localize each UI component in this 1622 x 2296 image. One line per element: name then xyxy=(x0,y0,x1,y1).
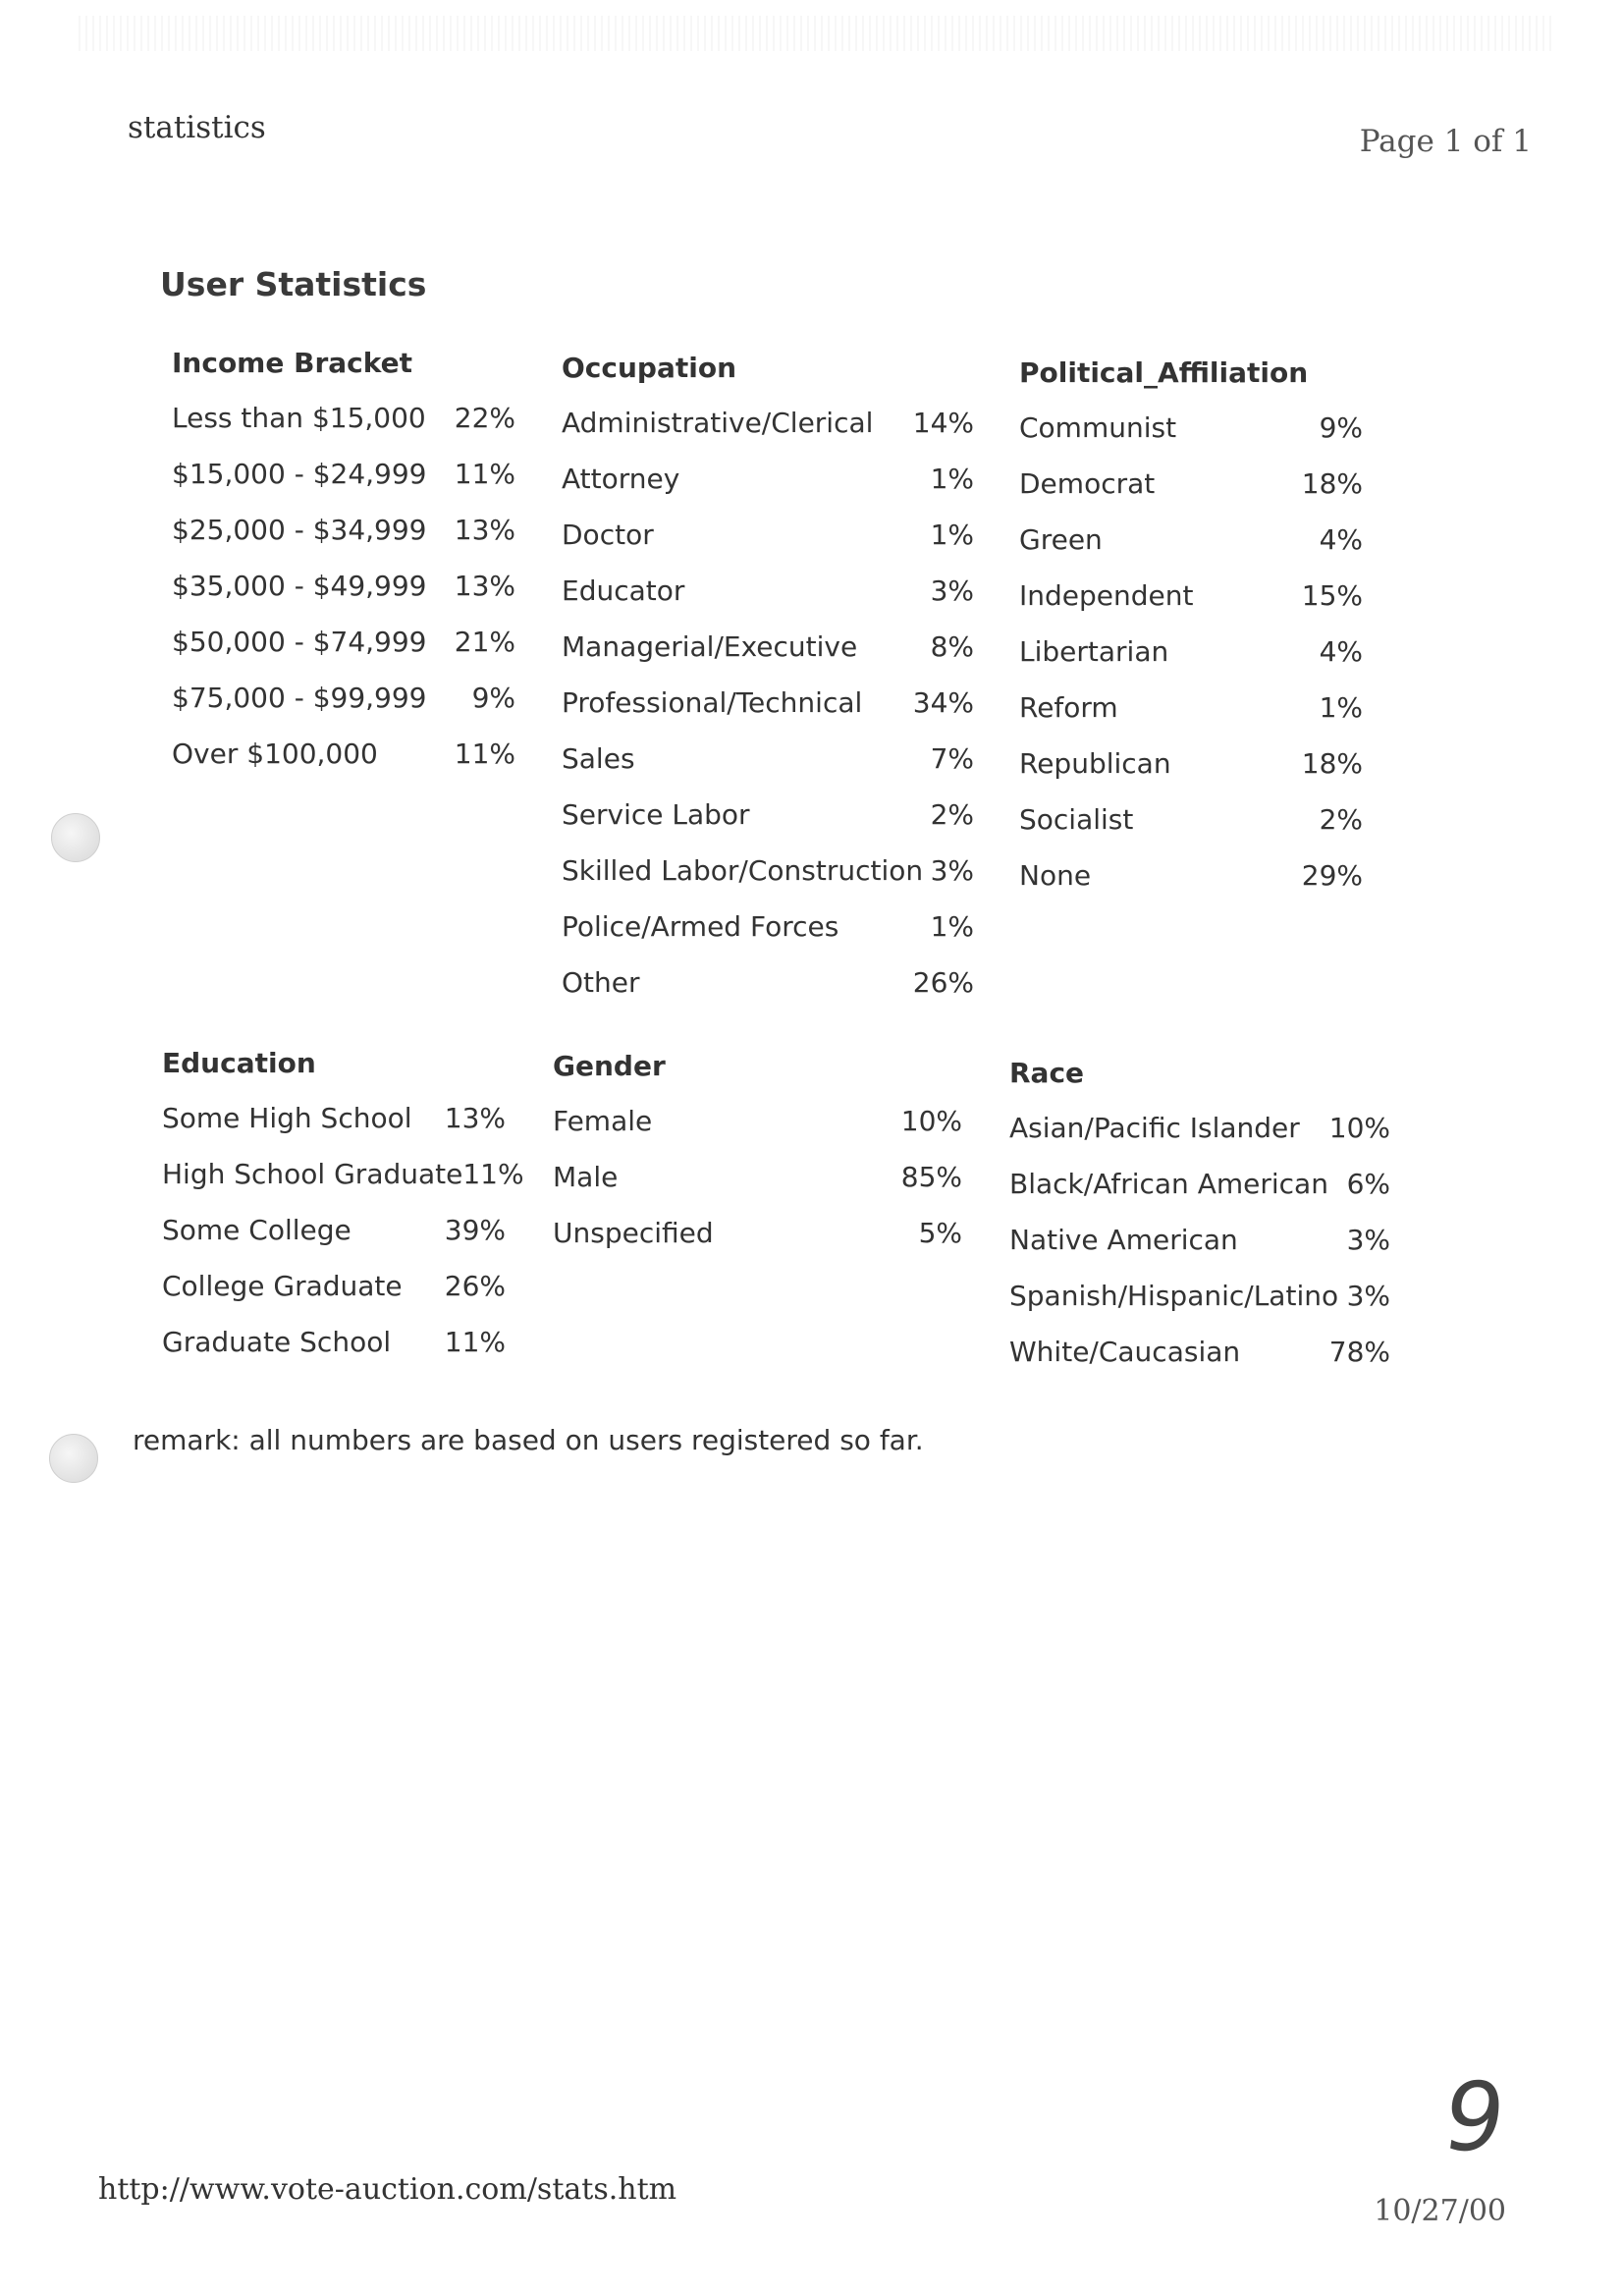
stat-percent: 11% xyxy=(454,738,515,770)
stat-label: Reform xyxy=(1019,691,1118,724)
stat-row xyxy=(562,795,974,851)
footer-url: http://www.vote-auction.com/stats.htm xyxy=(98,2172,677,2207)
stat-row xyxy=(162,1211,506,1267)
stat-percent: 4% xyxy=(1319,523,1363,556)
stat-row xyxy=(562,628,974,683)
stat-label: Educator xyxy=(562,574,685,607)
section-title: Political_Affiliation xyxy=(1019,356,1309,389)
stat-row xyxy=(162,1323,506,1379)
punch-hole xyxy=(49,1434,98,1483)
stat-row xyxy=(1019,465,1363,520)
stat-percent: 26% xyxy=(912,966,974,999)
stat-row xyxy=(553,1214,962,1270)
stat-percent: 29% xyxy=(1301,859,1363,892)
section-title: Education xyxy=(162,1047,316,1079)
header-title: statistics xyxy=(128,110,266,145)
stat-percent: 9% xyxy=(1319,411,1363,444)
stat-percent: 7% xyxy=(930,742,974,775)
stat-label: Some High School xyxy=(162,1102,412,1134)
stat-percent: 1% xyxy=(930,910,974,943)
stat-label: Other xyxy=(562,966,640,999)
rows xyxy=(1019,409,1363,912)
scan-noise xyxy=(79,16,1551,51)
stat-percent: 22% xyxy=(454,402,515,434)
political-affiliation-section xyxy=(1019,354,1363,912)
stat-percent: 34% xyxy=(912,686,974,719)
stat-percent: 1% xyxy=(930,463,974,495)
stat-percent: 18% xyxy=(1301,467,1363,500)
stat-label: None xyxy=(1019,859,1092,892)
stat-row xyxy=(1019,856,1363,912)
stat-row xyxy=(562,404,974,460)
stat-label: Spanish/Hispanic/Latino xyxy=(1009,1280,1339,1312)
stat-label: Black/African American xyxy=(1009,1168,1328,1200)
stat-label: Skilled Labor/Construction xyxy=(562,854,924,887)
stat-label: Sales xyxy=(562,742,635,775)
stat-row xyxy=(1009,1165,1390,1221)
stat-row xyxy=(172,567,515,623)
stat-percent: 13% xyxy=(454,514,515,546)
rows xyxy=(172,399,515,791)
page-title: User Statistics xyxy=(160,265,427,303)
stat-percent: 18% xyxy=(1301,747,1363,780)
stat-label: Less than $15,000 xyxy=(172,402,426,434)
stat-row xyxy=(1019,409,1363,465)
stat-label: Asian/Pacific Islander xyxy=(1009,1112,1300,1144)
education-section xyxy=(162,1044,524,1379)
stat-label: Communist xyxy=(1019,411,1177,444)
stat-label: Male xyxy=(553,1161,619,1193)
income-bracket-section xyxy=(172,344,515,791)
stat-percent: 10% xyxy=(1328,1112,1390,1144)
stat-row xyxy=(1019,744,1363,800)
stat-label: College Graduate xyxy=(162,1270,403,1302)
stat-label: Some College xyxy=(162,1214,351,1246)
stat-percent: 11% xyxy=(462,1158,524,1190)
stat-row xyxy=(172,679,515,735)
stat-row xyxy=(1009,1221,1390,1277)
stat-row xyxy=(162,1155,524,1211)
stat-percent: 13% xyxy=(444,1102,506,1134)
stat-label: $25,000 - $34,999 xyxy=(172,514,427,546)
stat-label: Attorney xyxy=(562,463,680,495)
stat-label: White/Caucasian xyxy=(1009,1336,1241,1368)
stat-percent: 21% xyxy=(454,626,515,658)
stat-label: Professional/Technical xyxy=(562,686,863,719)
stat-row xyxy=(562,572,974,628)
stat-percent: 3% xyxy=(930,574,974,607)
stat-label: $50,000 - $74,999 xyxy=(172,626,427,658)
stat-percent: 10% xyxy=(900,1105,962,1137)
stat-label: $15,000 - $24,999 xyxy=(172,458,427,490)
stat-percent: 4% xyxy=(1319,635,1363,668)
stat-percent: 3% xyxy=(1346,1224,1390,1256)
stat-row xyxy=(562,516,974,572)
rows xyxy=(162,1099,524,1379)
stat-label: High School Graduate xyxy=(162,1158,463,1190)
stat-label: Police/Armed Forces xyxy=(562,910,839,943)
stat-percent: 13% xyxy=(454,570,515,602)
race-section xyxy=(1009,1054,1390,1389)
stat-percent: 1% xyxy=(930,519,974,551)
stat-row xyxy=(553,1158,962,1214)
gender-section xyxy=(553,1047,962,1270)
stat-percent: 14% xyxy=(912,407,974,439)
section-title: Income Bracket xyxy=(172,347,412,379)
stat-row xyxy=(1009,1277,1390,1333)
stat-row xyxy=(172,399,515,455)
stat-percent: 85% xyxy=(900,1161,962,1193)
stat-label: $75,000 - $99,999 xyxy=(172,682,427,714)
stat-percent: 2% xyxy=(930,798,974,831)
section-title: Occupation xyxy=(562,352,737,384)
remark-note: remark: all numbers are based on users registered so far. xyxy=(133,1424,924,1456)
stat-row xyxy=(172,511,515,567)
stat-percent: 26% xyxy=(444,1270,506,1302)
stat-percent: 8% xyxy=(930,630,974,663)
stat-row xyxy=(1019,800,1363,856)
stat-row xyxy=(172,455,515,511)
stat-percent: 2% xyxy=(1319,803,1363,836)
stat-percent: 9% xyxy=(471,682,515,714)
handwritten-page-number: 9 xyxy=(1436,2062,1512,2172)
stat-label: Over $100,000 xyxy=(172,738,378,770)
stat-row xyxy=(162,1267,506,1323)
stat-row xyxy=(172,623,515,679)
stat-label: Socialist xyxy=(1019,803,1134,836)
stat-row xyxy=(562,739,974,795)
stat-row xyxy=(553,1102,962,1158)
rows xyxy=(553,1102,962,1270)
stat-label: Service Labor xyxy=(562,798,750,831)
page-indicator: Page 1 of 1 xyxy=(1359,124,1532,159)
stat-percent: 6% xyxy=(1346,1168,1390,1200)
stat-label: Female xyxy=(553,1105,653,1137)
stat-label: Green xyxy=(1019,523,1103,556)
stat-label: Graduate School xyxy=(162,1326,392,1358)
stat-row xyxy=(1019,688,1363,744)
stat-label: $35,000 - $49,999 xyxy=(172,570,427,602)
stat-row xyxy=(562,460,974,516)
stat-row xyxy=(1009,1109,1390,1165)
stat-row xyxy=(562,963,974,1019)
stat-row xyxy=(172,735,515,791)
stat-label: Democrat xyxy=(1019,467,1156,500)
stat-percent: 11% xyxy=(444,1326,506,1358)
occupation-section xyxy=(562,349,974,1019)
stat-percent: 15% xyxy=(1301,579,1363,612)
footer-date: 10/27/00 xyxy=(1374,2194,1506,2228)
stat-row xyxy=(562,851,974,907)
stat-label: Native American xyxy=(1009,1224,1238,1256)
stat-label: Republican xyxy=(1019,747,1171,780)
section-title: Race xyxy=(1009,1057,1085,1089)
stat-percent: 5% xyxy=(918,1217,962,1249)
stat-row xyxy=(1009,1333,1390,1389)
rows xyxy=(1009,1109,1390,1389)
punch-hole xyxy=(51,813,100,862)
stat-row xyxy=(1019,576,1363,632)
stat-row xyxy=(162,1099,506,1155)
stat-label: Doctor xyxy=(562,519,654,551)
stat-row xyxy=(1019,520,1363,576)
stat-percent: 3% xyxy=(1346,1280,1390,1312)
stat-label: Managerial/Executive xyxy=(562,630,858,663)
stat-row xyxy=(562,683,974,739)
stat-percent: 78% xyxy=(1328,1336,1390,1368)
stat-percent: 3% xyxy=(930,854,974,887)
section-title: Gender xyxy=(553,1050,666,1082)
rows xyxy=(562,404,974,1019)
stat-percent: 39% xyxy=(444,1214,506,1246)
stat-row xyxy=(1019,632,1363,688)
stat-label: Libertarian xyxy=(1019,635,1169,668)
stat-percent: 11% xyxy=(454,458,515,490)
stat-row xyxy=(562,907,974,963)
stat-label: Independent xyxy=(1019,579,1194,612)
stat-label: Administrative/Clerical xyxy=(562,407,874,439)
stat-label: Unspecified xyxy=(553,1217,714,1249)
stat-percent: 1% xyxy=(1319,691,1363,724)
